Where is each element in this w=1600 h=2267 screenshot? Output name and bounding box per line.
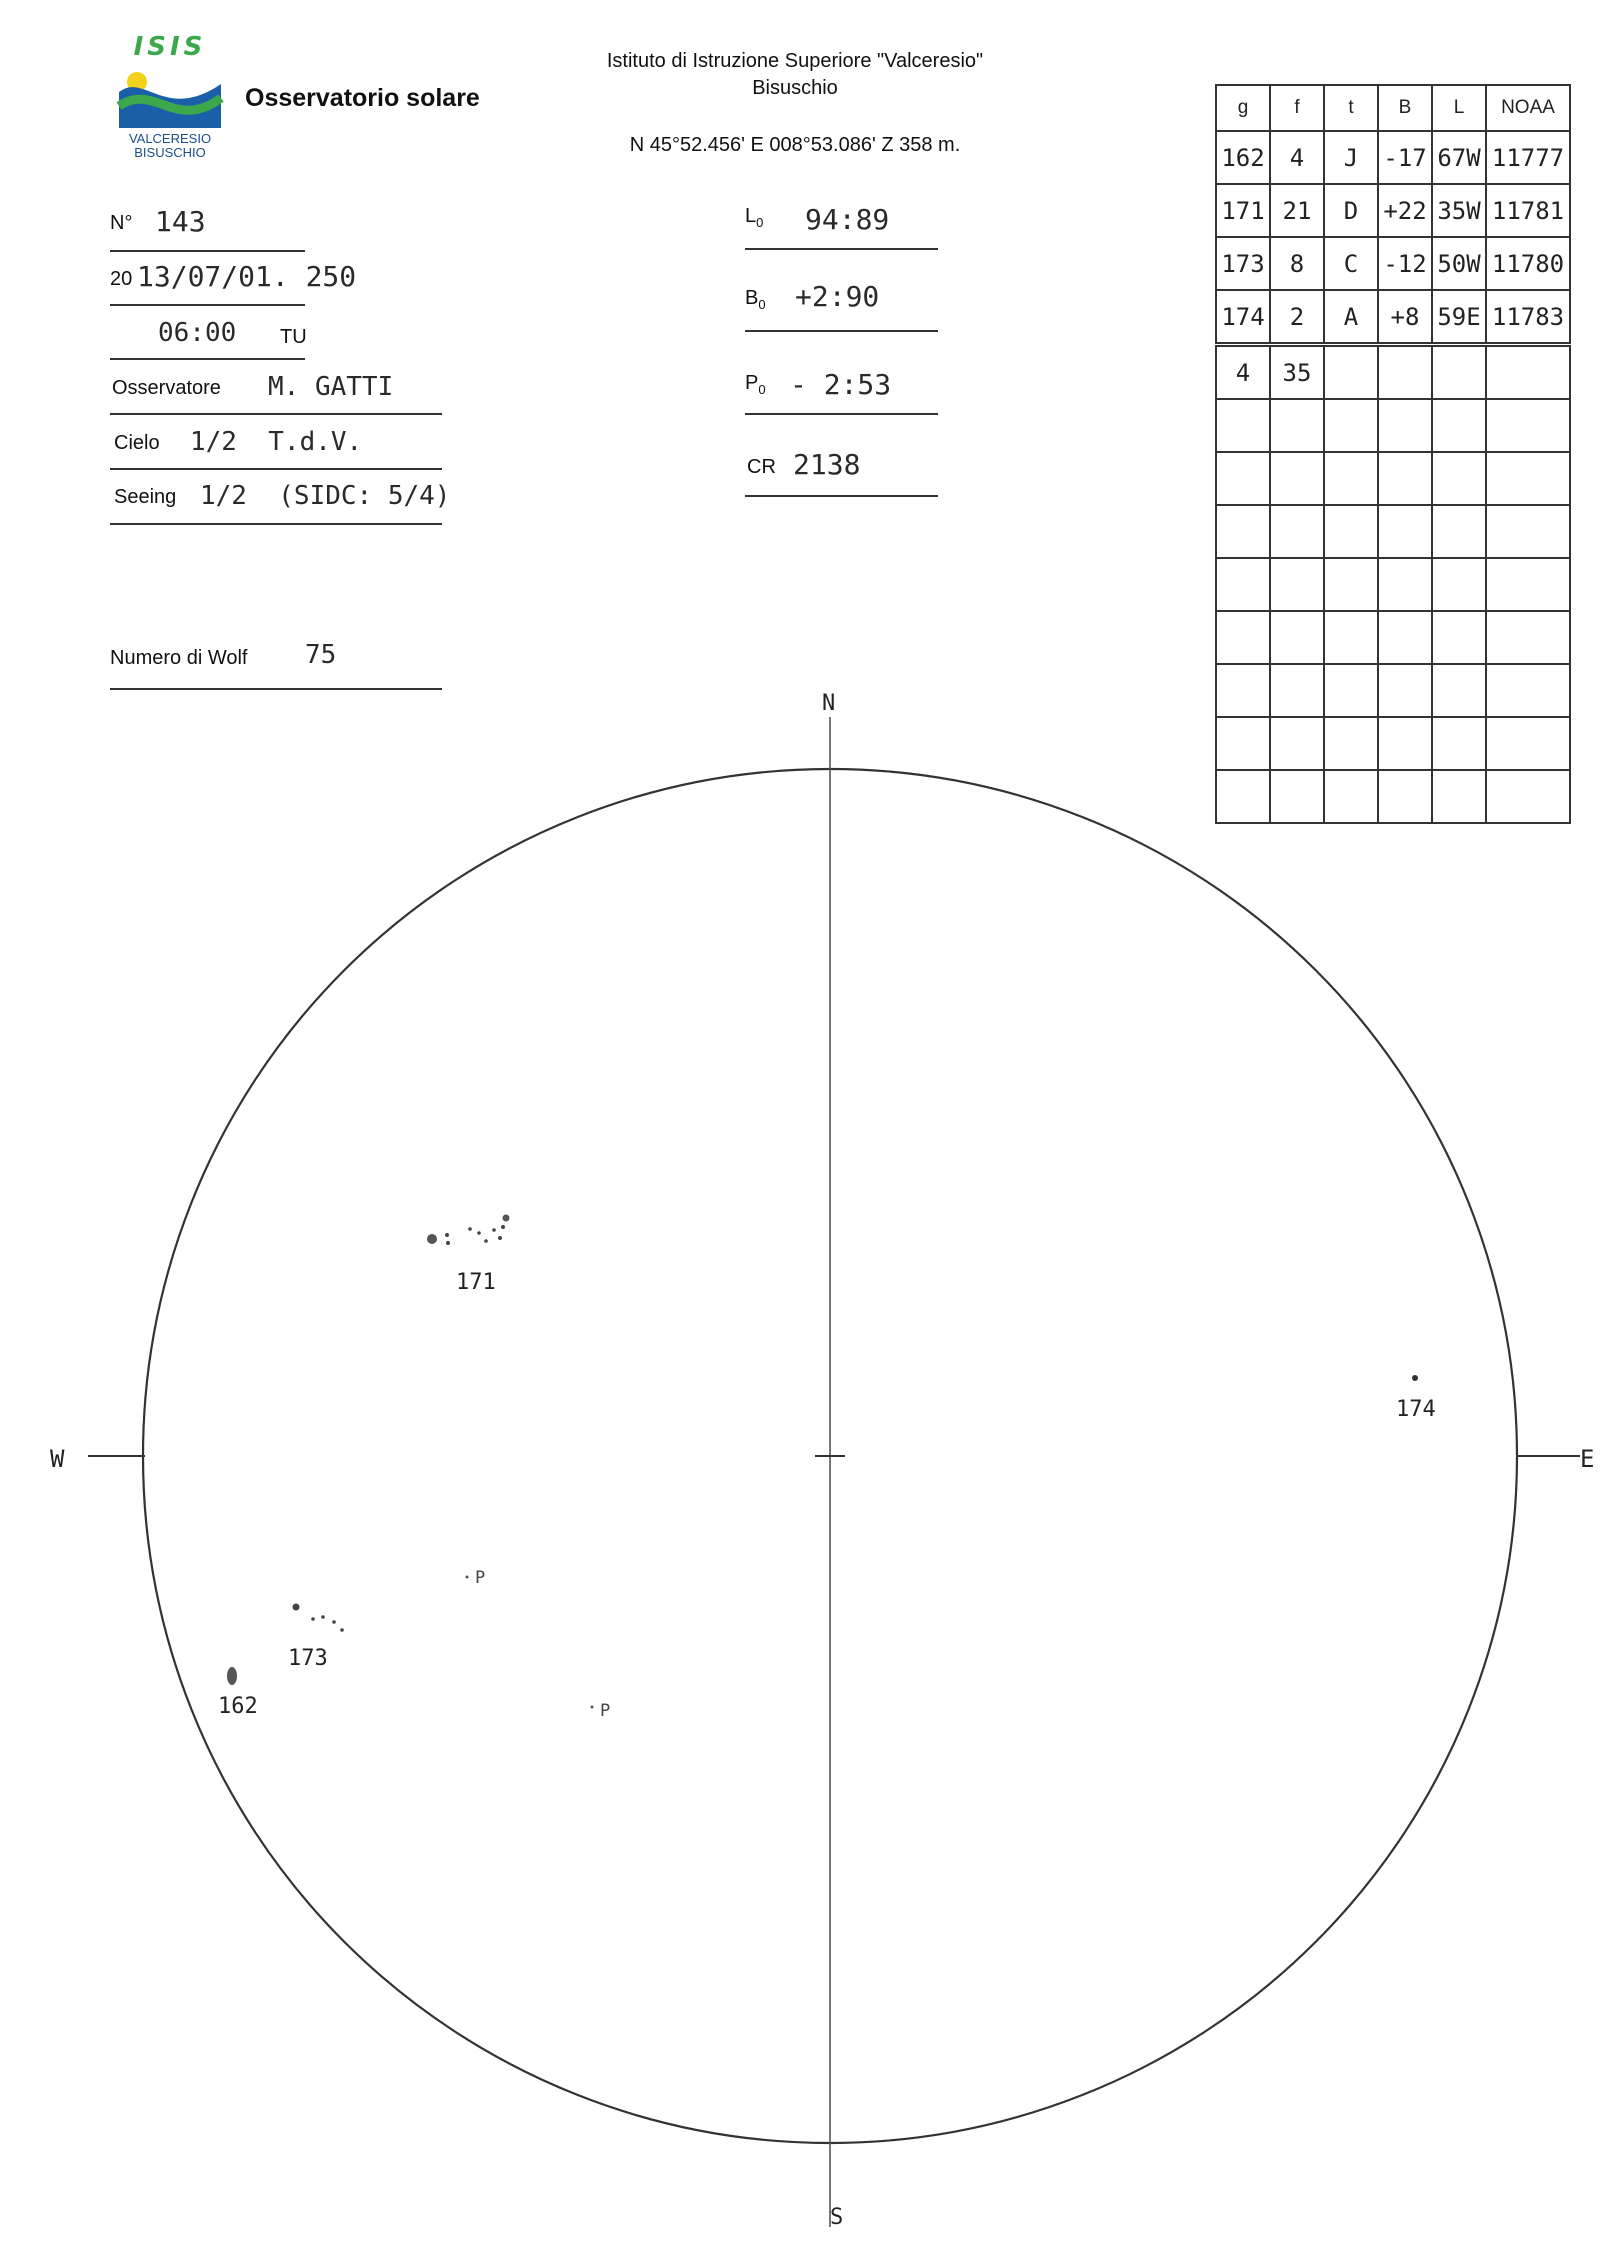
table-cell-l — [1432, 452, 1486, 505]
table-cell-b: +8 — [1378, 290, 1432, 345]
north-label: N — [822, 691, 836, 716]
table-cell-f — [1270, 505, 1324, 558]
l0-underline — [745, 248, 938, 250]
date-underline — [110, 304, 305, 306]
logo-brand: ISIS — [133, 32, 207, 62]
table-cell-f: 8 — [1270, 237, 1324, 290]
institute-town: Bisuschio — [752, 77, 838, 99]
table-cell-g: 162 — [1216, 131, 1270, 184]
logo — [115, 32, 225, 162]
south-label: S — [830, 2205, 844, 2230]
sunspot-group-162 — [227, 1667, 237, 1685]
header-cell-b: B — [1378, 85, 1432, 131]
sky-underline — [110, 468, 442, 470]
b0-label: $B_0$ — [745, 287, 766, 312]
observer-underline — [110, 413, 442, 415]
table-cell-b — [1378, 611, 1432, 664]
table-cell-g — [1216, 558, 1270, 611]
group-label-162: 162 — [218, 1694, 258, 1719]
table-cell-l: 35W — [1432, 184, 1486, 237]
table-cell-f: 4 — [1270, 131, 1324, 184]
header-cell-f: f — [1270, 85, 1324, 131]
table-row-empty — [1216, 505, 1570, 558]
b0-underline — [745, 330, 938, 332]
p0-underline — [745, 413, 938, 415]
table-row — [1216, 184, 1570, 237]
observer-label: Osservatore — [112, 377, 221, 399]
seeing-underline — [110, 523, 442, 525]
logo-emblem — [115, 62, 225, 132]
site-coordinates: N 45°52.456' E 008°53.086' Z 358 m. — [629, 134, 961, 156]
header-cell-g: g — [1216, 85, 1270, 131]
logo-line2: BISUSCHIO — [134, 145, 206, 160]
table-cell-g: 171 — [1216, 184, 1270, 237]
table-row-empty — [1216, 452, 1570, 505]
group-label-173: 173 — [288, 1646, 328, 1671]
group-label-171: 171 — [456, 1270, 496, 1295]
table-cell-noaa — [1486, 345, 1570, 400]
pore-label-1: P — [475, 1568, 486, 1588]
cr-value: 2138 — [793, 448, 861, 481]
table-cell-l: 67W — [1432, 131, 1486, 184]
table-cell-f: 2 — [1270, 290, 1324, 345]
l0-label: $L_0$ — [745, 205, 764, 230]
table-cell-g — [1216, 452, 1270, 505]
group-label-174: 174 — [1396, 1397, 1436, 1422]
table-cell-t — [1324, 345, 1378, 400]
sunspot-group-171 — [427, 1215, 510, 1246]
table-row-empty — [1216, 558, 1570, 611]
p0-value: - 2:53 — [790, 368, 892, 401]
table-cell-t — [1324, 505, 1378, 558]
time-unit: TU — [280, 326, 307, 348]
east-label: E — [1580, 1445, 1595, 1473]
table-cell-noaa — [1486, 399, 1570, 452]
table-cell-l — [1432, 611, 1486, 664]
sky-value: 1/2 T.d.V. — [190, 427, 363, 457]
table-cell-b — [1378, 345, 1432, 400]
table-cell-b: -17 — [1378, 131, 1432, 184]
table-cell-l — [1432, 558, 1486, 611]
sunspot-group-174 — [1412, 1375, 1418, 1381]
table-cell-t: C — [1324, 237, 1378, 290]
table-cell-l — [1432, 345, 1486, 400]
record-time: 06:00 — [158, 318, 237, 348]
seeing-value: 1/2 (SIDC: 5/4) — [200, 481, 451, 511]
number-underline — [110, 250, 305, 252]
table-cell-noaa: 11780 — [1486, 237, 1570, 290]
table-cell-noaa: 11781 — [1486, 184, 1570, 237]
table-cell-f — [1270, 399, 1324, 452]
table-cell-noaa: 11777 — [1486, 131, 1570, 184]
institute-name: Istituto di Istruzione Superiore "Valceresio" — [606, 50, 984, 72]
pore-label-2: P — [600, 1701, 611, 1721]
table-cell-t — [1324, 399, 1378, 452]
table-cell-noaa — [1486, 558, 1570, 611]
table-cell-g: 4 — [1216, 345, 1270, 400]
table-cell-f — [1270, 452, 1324, 505]
table-row-empty — [1216, 611, 1570, 664]
header-cell-noaa: NOAA — [1486, 85, 1570, 131]
logo-line1: VALCERESIO — [128, 131, 212, 146]
p0-label: $P_0$ — [745, 372, 766, 397]
table-row-empty — [1216, 399, 1570, 452]
pore-mark-2 — [591, 1706, 594, 1709]
table-cell-f: 35 — [1270, 345, 1324, 400]
table-cell-t — [1324, 452, 1378, 505]
solar-disk-drawing — [0, 667, 1600, 2267]
wolf-label: Numero di Wolf — [110, 647, 248, 669]
observatory-title: Osservatorio solare — [245, 84, 480, 112]
sunspot-group-173 — [293, 1604, 344, 1632]
observer-name: M. GATTI — [268, 372, 394, 402]
table-cell-noaa — [1486, 452, 1570, 505]
table-cell-g — [1216, 399, 1270, 452]
table-cell-b: +22 — [1378, 184, 1432, 237]
table-row — [1216, 237, 1570, 290]
table-cell-l: 50W — [1432, 237, 1486, 290]
table-cell-t: A — [1324, 290, 1378, 345]
table-cell-l — [1432, 505, 1486, 558]
west-label: W — [50, 1445, 65, 1473]
date-prefix: 20 — [110, 268, 133, 290]
sky-label: Cielo — [114, 432, 160, 454]
table-cell-b: -12 — [1378, 237, 1432, 290]
time-underline — [110, 358, 305, 360]
table-row — [1216, 131, 1570, 184]
table-cell-l: 59E — [1432, 290, 1486, 345]
record-date: 13/07/01. 250 — [137, 260, 357, 293]
table-cell-t: J — [1324, 131, 1378, 184]
table-cell-g — [1216, 611, 1270, 664]
table-cell-t: D — [1324, 184, 1378, 237]
cr-underline — [745, 495, 938, 497]
table-row — [1216, 290, 1570, 345]
table-cell-b — [1378, 558, 1432, 611]
seeing-label: Seeing — [114, 486, 177, 508]
table-cell-f — [1270, 611, 1324, 664]
table-cell-g: 173 — [1216, 237, 1270, 290]
table-cell-l — [1432, 399, 1486, 452]
table-cell-t — [1324, 611, 1378, 664]
table-cell-noaa — [1486, 611, 1570, 664]
table-cell-t — [1324, 558, 1378, 611]
table-cell-noaa — [1486, 505, 1570, 558]
table-cell-b — [1378, 452, 1432, 505]
b0-value: +2:90 — [795, 280, 880, 313]
table-cell-g: 174 — [1216, 290, 1270, 345]
table-cell-b — [1378, 505, 1432, 558]
header-cell-t: t — [1324, 85, 1378, 131]
number-label: N° — [110, 212, 133, 234]
l0-value: 94:89 — [805, 203, 890, 236]
table-header-row — [1216, 85, 1570, 131]
table-cell-g — [1216, 505, 1270, 558]
record-number: 143 — [155, 205, 206, 238]
pore-mark-1 — [466, 1576, 469, 1579]
wolf-number: 75 — [305, 640, 337, 670]
header-cell-l: L — [1432, 85, 1486, 131]
table-cell-noaa: 11783 — [1486, 290, 1570, 345]
table-cell-f — [1270, 558, 1324, 611]
cr-label: CR — [747, 456, 776, 478]
table-totals-row — [1216, 345, 1570, 400]
table-cell-b — [1378, 399, 1432, 452]
table-cell-f: 21 — [1270, 184, 1324, 237]
